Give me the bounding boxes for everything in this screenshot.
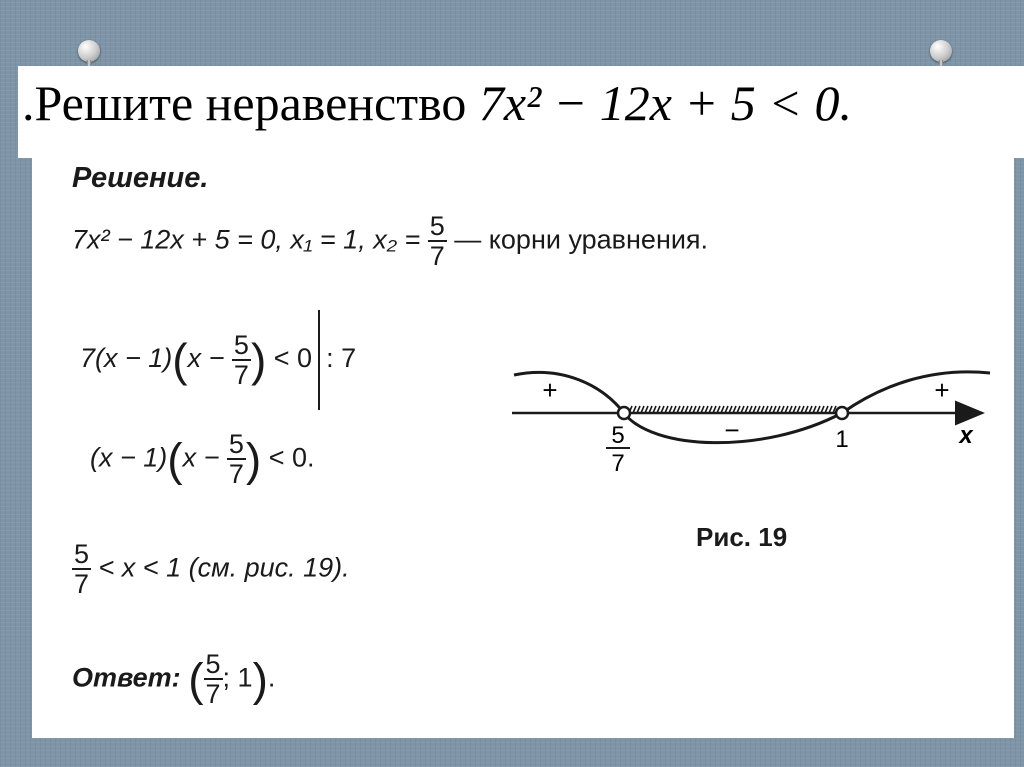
interval-text: < x < 1 (см. рис. 19). [91, 552, 350, 583]
title-bar [18, 66, 1024, 158]
open-point-left [618, 407, 630, 419]
solution-sheet [32, 150, 1014, 738]
answer-period: . [267, 662, 276, 693]
point-left-numerator: 5 [611, 422, 625, 449]
factor-fraction: $\frac{5}{7}$ [233, 329, 249, 390]
reduced-inequality-line: (x − 1)(x − $\frac{5}{7}$ ) < 0. [90, 429, 315, 490]
factored-inequality-line: 7(x − 1)(x − $\frac{5}{7}$ ) < 0 : 7 [80, 310, 356, 410]
axis-label: x [959, 422, 973, 449]
reduced-factor-two: x − [182, 442, 227, 473]
divide-by-seven: : 7 [326, 343, 357, 374]
factor-one: 7(x − 1) [80, 343, 173, 374]
sign-right: + [934, 375, 950, 405]
slide-title [22, 74, 852, 132]
interval-fraction: $\frac{5}{7}$ [74, 539, 90, 600]
point-right-label: 1 [835, 426, 849, 453]
equation-text: 7x² − 12x + 5 = 0, x₁ = 1, x₂ = [72, 224, 428, 255]
figure-caption: Рис. 19 [696, 522, 788, 552]
solution-heading: Решение. [72, 162, 209, 194]
answer-upper: ; 1 [222, 662, 253, 693]
title-prefix: Решите неравенство [34, 75, 479, 131]
title-bullet: . [22, 75, 35, 131]
sign-chart-figure [502, 355, 1002, 495]
root-fraction: $\frac{5}{7}$ [429, 211, 445, 272]
sign-left: + [542, 375, 558, 405]
open-point-right [836, 407, 848, 419]
division-bar [318, 310, 320, 410]
answer-line: Ответ: ( $\frac{5}{7}$ ; 1). [72, 649, 276, 710]
answer-fraction: $\frac{5}{7}$ [205, 649, 221, 710]
point-left-denominator: 7 [611, 450, 625, 477]
reduced-less-than-zero: < 0. [268, 442, 315, 473]
less-than-zero: < 0 [273, 343, 313, 374]
reduced-factor-one: (x − 1) [90, 442, 168, 473]
title-math: 7x² − 12x + 5 < 0. [478, 75, 852, 131]
sign-middle: − [724, 415, 740, 445]
answer-label: Ответ: [72, 662, 181, 693]
interval-line [72, 540, 350, 599]
equation-roots-line [72, 212, 708, 271]
reduced-fraction: $\frac{5}{7}$ [228, 429, 244, 490]
factor-two: x − [187, 343, 232, 374]
roots-caption: — корни уравнения. [446, 224, 709, 255]
